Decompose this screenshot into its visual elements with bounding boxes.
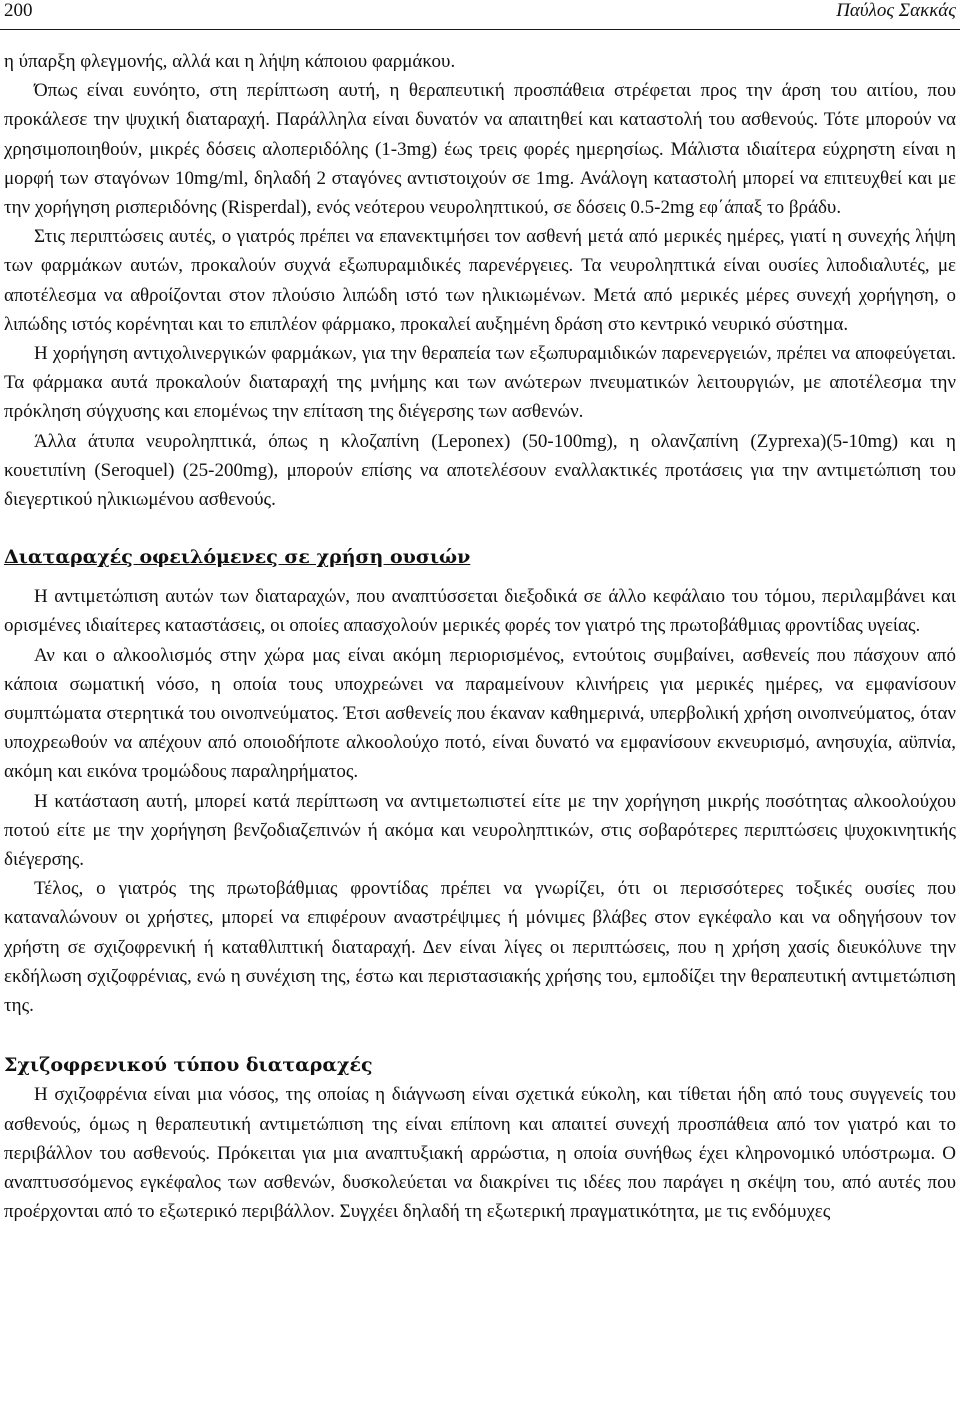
- paragraph: Η κατάσταση αυτή, μπορεί κατά περίπτωση να αντιμετωπιστεί είτε με την χορήγηση μικρής ποσότητας αλκοολούχου ποτού είτε με την χορήγηση βενζοδιαζεπινών ή ακόμα και νευροληπτικών, στις σοβαρότερες περιπτώσεις ψυχοκινητικής διέγερσης.: [4, 790, 956, 871]
- paragraph: η ύπαρξη φλεγμονής, αλλά και η λήψη κάποιου φαρμάκου.: [4, 51, 456, 72]
- header-rule: [0, 29, 960, 30]
- paragraph: Στις περιπτώσεις αυτές, ο γιατρός πρέπει να επανεκτιμήσει τον ασθενή μετά από μερικές ημέρες, γιατί η συνεχής λήψη των φαρμάκων αυτών, προκαλούν συχνά εξωπυραμιδικές παρενέργειες. Τα νευροληπτικά είναι ουσίες λιποδιαλυτές, με αποτέλεσμα να αθροίζονται στον πλούσιο λιπώδη ιστό των ηλικιωμένων. Μετά από μερικές μέρες συνεχή χορήγηση, ο λιπώδης ιστός κορένηται και το επιπλέον φάρμακο, προκαλεί αυξημένη δράση στο κεντρικό νευρικό σύστημα.: [4, 226, 956, 335]
- paragraph: Η χορήγηση αντιχολινεργικών φαρμάκων, για την θεραπεία των εξωπυραμιδικών παρενεργειών, πρέπει να αποφεύγεται. Τα φάρμακα αυτά προκαλούν διαταραχή της μνήμης και των ανώτερων πνευματικών λειτουργιών, με αποτέλεσμα την πρόκληση σύγχυσης και επομένως την επίταση της διέγερσης των ασθενών.: [4, 343, 956, 423]
- section-heading-schizophrenia: Σχιζοφρενικού τύπου διαταραχές: [4, 1054, 373, 1077]
- running-header: [4, 0, 956, 26]
- paragraph: Αν και ο αλκοολισμός στην χώρα μας είναι ακόμη περιορισμένος, εντούτοις συμβαίνει, ασθενείς που πάσχουν από κάποια σωματική νόσο, η οποία τους υποχρεώνει να παραμείνουν κλινήρεις για μερικές ημέρες, να εμφανίσουν συμπτώματα στερητικά του οινοπνεύματος. Έτσι ασθενείς που έκαναν καθημερινά, υπερβολική χρήση οινοπνεύματος, όταν υποχρεωθούν να απέχουν από οποιοδήποτε αλκοολούχο ποτό, είναι δυνατό να εμφανίσουν εκνευρισμό, ανησυχία, αϋπνία, ακόμη και εικόνα τρομώδους παραληρήματος.: [4, 644, 956, 783]
- section-heading-substance: Διαταραχές οφειλόμενες σε χρήση ουσιών: [4, 546, 471, 569]
- paragraph: Τέλος, ο γιατρός της πρωτοβάθμιας φροντίδας πρέπει να γνωρίζει, ότι οι περισσότερες τοξικές ουσίες που καταναλώνουν οι χρήστες, μπορεί να επιφέρουν αναστρέψιμες ή μόνιμες βλάβες στον εγκέφαλο και να οδηγήσουν τον χρήστη σε σχιζοφρενική ή καταθλιπτική διαταραχή. Δεν είναι λίγες οι περιπτώσεις, που η χρήση χασίς διευκόλυνε την εκδήλωση σχιζοφρένιας, ενώ η συνέχιση της, έστω και περιστασιακής χρήσης του, εμποδίζει την θεραπευτική αντιμετώπιση της.: [4, 878, 956, 1017]
- paragraph: Η σχιζοφρένια είναι μια νόσος, της οποίας η διάγνωση είναι σχετικά εύκολη, και τίθεται ήδη από τους συγγενείς του ασθενούς, όμως η θεραπευτική αντιμετώπιση της είναι επίπονη και απαιτεί συνεχή προσπάθεια από τον γιατρό και το περιβάλλον του ασθενούς. Πρόκειται για μια αναπτυξιακή αρρώστια, η οποία συνήθως έχει κληρονομικό υπόστρωμα. Ο αναπτυσσόμενος εγκέφαλος των ασθενών, δυσκολεύεται να διακρίνει τις ιδέες που παράγει η σκέψη του, από αυτές που προέρχονται από το εξωτερικό περιβάλλον. Συγχέει δηλαδή τη εξωτερική πραγματικότητα, με τις ενδόμυχες: [4, 1084, 956, 1223]
- paragraph: Η αντιμετώπιση αυτών των διαταραχών, που αναπτύσσεται διεξοδικά σε άλλο κεφάλαιο του τόμου, περιλαμβάνει και ορισμένες ιδιαίτερες καταστάσεις, οι οποίες απασχολούν μερικές φορές τον γιατρό της πρωτοβάθμιας φροντίδας υγείας.: [4, 586, 956, 637]
- page-number: 200: [4, 0, 33, 21]
- paragraph: Άλλα άτυπα νευροληπτικά, όπως η κλοζαπίνη (Leponex) (50-100mg), η ολανζαπίνη (Zyprexa)(5-10mg) και η κουετιπίνη (Seroquel) (25-200mg), μπορούν επίσης να αποτελέσουν εναλλακτικές προτάσεις για την αντιμετώπιση του διεγερτικού ηλικιωμένου ασθενούς.: [4, 430, 956, 511]
- paragraph: Όπως είναι ευνόητο, στη περίπτωση αυτή, η θεραπευτική προσπάθεια στρέφεται προς την άρση του αιτίου, που προκάλεσε την ψυχική διαταραχή. Παράλληλα είναι δυνατόν να απαιτηθεί και καταστολή του ασθενούς. Τότε μπορούν να χρησιμοποιηθούν, μικρές δόσεις αλοπεριδόλης (1-3mg) έως τρεις φορές ημερησίως. Μάλιστα ιδιαίτερα εύχρηστη είναι η μορφή των σταγόνων 10mg/ml, δηλαδή 2 σταγόνες αντιστοιχούν σε 1mg. Ανάλογη καταστολή μπορεί να επιτευχθεί και με την χορήγηση ρισπεριδόνης (Risperdal), ενός νεότερου νευροληπτικού, σε δόσεις 0.5-2mg εφ΄άπαξ το βράδυ.: [4, 80, 956, 219]
- author-name: Παύλος Σακκάς: [836, 0, 956, 21]
- body-text: [4, 47, 956, 1226]
